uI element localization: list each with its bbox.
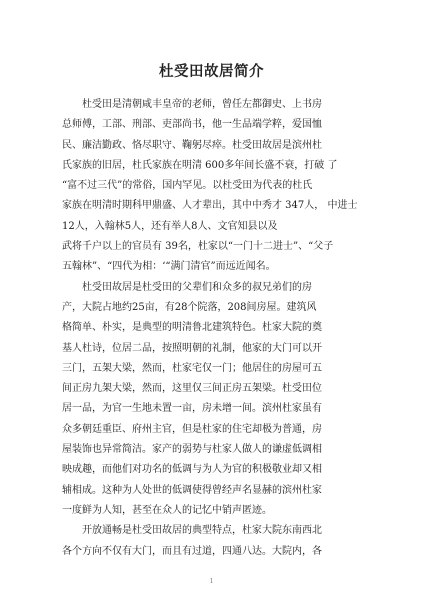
text-line: 众多朝廷重臣、府州主官，但是杜家的住宅却极为普通，房	[62, 423, 322, 435]
text-line: 民、廉洁勤政、恪尽职守、鞠躬尽瘁。杜受田故居是滨州杜	[62, 139, 322, 151]
document-title: 杜受田故居简介	[159, 63, 264, 80]
text-line: 氏家族的旧居，杜氏家族在明清 600多年间长盛不衰，打破 了	[62, 159, 338, 171]
text-line: 家族在明清时期科甲鼎盛、人才辈出，其中中秀才 347人， 中进士	[62, 200, 358, 212]
text-line: 五翰林”、“四代为相：‘“满门清官”而远近闻名。	[62, 261, 276, 273]
text-line: 格简单、朴实，是典型的明清鲁北建筑特色。杜家大院的奠	[62, 322, 322, 334]
text-line: 产，大院占地约25亩，有28个院落，208间房屋。建筑风	[62, 301, 317, 313]
text-line: 一度鲜为人知，甚至在众人的记忆中销声匿迹。	[62, 504, 272, 516]
page-number: 1	[209, 578, 214, 585]
text-line: 武将千户以上的官员有 39名，杜家以“一门十二进士”、“父子	[62, 241, 334, 253]
text-line: 总师傅，工部、刑部、吏部尚书，他一生品端学粹，爱国恤	[62, 119, 322, 131]
text-line: 屋装饰也异常简洁。家产的弱势与杜家人做人的谦虚低调相	[62, 444, 322, 456]
paragraph-1	[62, 95, 362, 278]
text-line: 12人，入翰林5人，还有举人8人、文官知县以及	[62, 220, 278, 232]
text-line: 杜受田故居是杜受田的父辈们和众多的叔兄弟们的房	[82, 281, 312, 293]
text-line: 各个方向不仅有大门，而且有过道，四通八达。大院内，各	[62, 545, 322, 557]
text-line: 映成趣，而他们对功名的低调与为人为官的积极敬业却又相	[62, 464, 322, 476]
paragraph-2	[62, 278, 362, 522]
text-line: 三门，五架大梁，然而，杜家宅仅一门；他居住的房屋可五	[62, 362, 322, 374]
text-line: 基人杜诗，位居二品，按照明朝的礼制，他家的大门可以开	[62, 342, 322, 354]
text-line: 居一品，为官一生地未置一亩，房未增一间。滨州杜家虽有	[62, 403, 322, 415]
text-line: 开放通畅是杜受田故居的典型特点，杜家大院东南西北	[82, 525, 322, 537]
paragraph-3	[62, 521, 362, 562]
text-line: 辅相成。这种为人处世的低调使得曾经声名显赫的滨州杜家	[62, 484, 322, 496]
text-line: “富不过三代”的常俗，国内罕见。以杜受田为代表的杜氏	[62, 180, 313, 192]
document-body	[62, 95, 362, 562]
text-line: 杜受田是清朝咸丰皇帝的老师，曾任左都御史、上书房	[82, 99, 322, 110]
text-line: 间正房九架大梁，然而，这里仅三间正房五架梁。杜受田位	[62, 383, 322, 395]
